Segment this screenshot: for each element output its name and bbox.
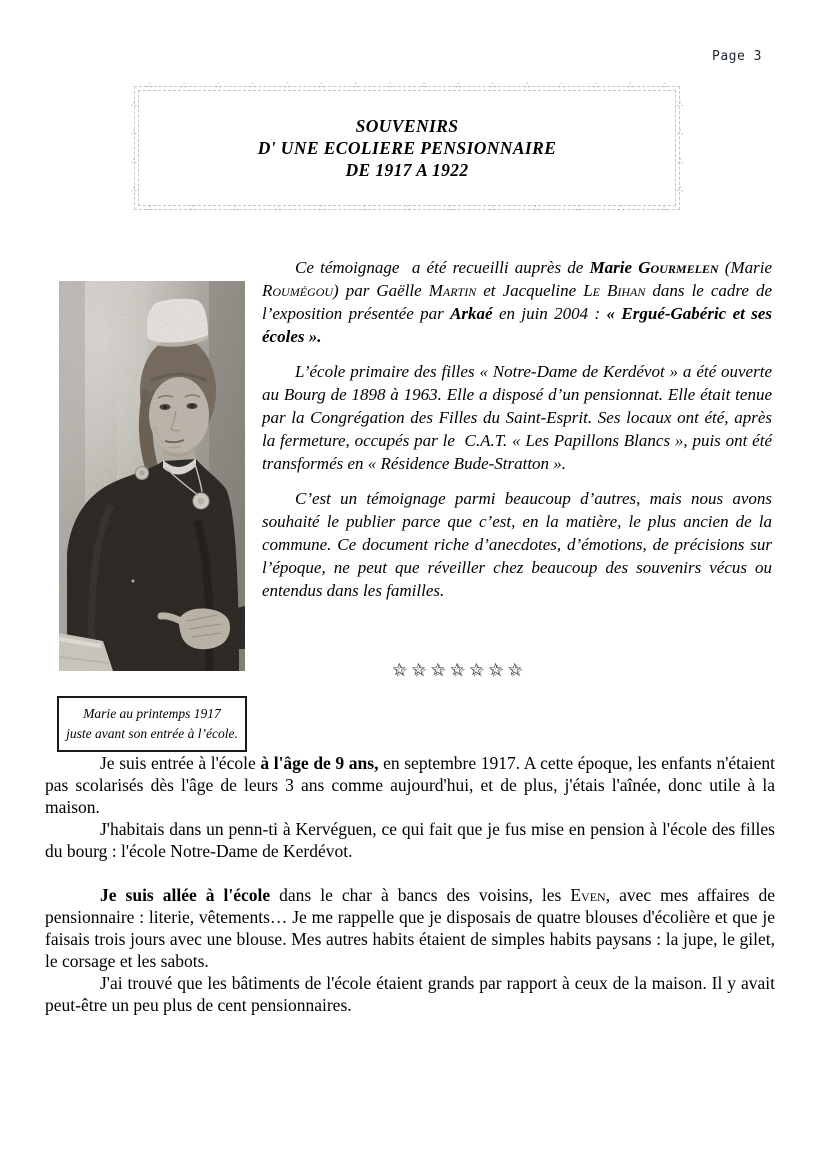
portrait-photo	[59, 281, 245, 671]
title-box	[131, 81, 683, 214]
border-ornament-col-right: ∴ ∴ ∴ ∴	[677, 100, 683, 195]
caption-line-2: juste avant son entrée à l’école.	[66, 726, 238, 741]
body-paragraph-3: Je suis allée à l'école dans le char à bancs des voisins, les Even, avec mes affaires de pensionnaire : literie, vêtements… Je me rappelle que je disposais de quatre blouses d'écolière et que je faisais trois jours avec une blouse. Mes autres habits étaient de simples habits paysans : la jupe, le gilet, le corsage et les sabots.	[45, 885, 775, 971]
title-line-2: D' UNE ECOLIERE PENSIONNAIRE	[257, 138, 557, 158]
body-paragraph-4: J'ai trouvé que les bâtiments de l'école étaient grands par rapport à ceux de la maison. Il y avait peut-être un peu plus de cent pensionnaires.	[45, 973, 775, 1015]
body-paragraph-1: Je suis entrée à l'école à l'âge de 9 ans, en septembre 1917. A cette époque, les enfants n'étaient pas scolarisés dès l'âge de leurs 3 ans comme aujourd'hui, et de plus, j'étais l'aînée, donc utile à la maison.	[45, 753, 776, 817]
photo-caption	[57, 696, 247, 752]
caption-line-1: Marie au printemps 1917	[83, 706, 221, 721]
border-ornament-col-left: ∴ ∴ ∴ ∴	[131, 100, 137, 195]
title-line-3: DE 1917 A 1922	[345, 160, 469, 180]
page-title	[135, 87, 679, 209]
border-ornament-row-bottom: ∴ ∴ ∴ ∴ ∴ ∴ ∴ ∴ ∴ ∴ ∴ ∴ ∴	[147, 204, 667, 214]
intro-paragraph-2: L’école primaire des filles « Notre-Dame de Kerdévot » a été ouverte au Bourg de 1898 à 1963. Elle a disposé d’un pensionnat. Elle était tenue par la Congrégation des Filles du Saint-Esprit. Ses locaux ont été, après la fermeture, occupés par le C.A.T. « Les Papillons Blancs », puis ont été transformés en « Résidence Bude-Stratton ».	[262, 362, 772, 473]
intro-text	[262, 256, 772, 614]
body-text	[45, 752, 775, 1016]
intro-paragraph-3: C’est un témoignage parmi beaucoup d’autres, mais nous avons souhaité le publier parce que c’est, en la matière, le plus ancien de la commune. Ce document riche d’anecdotes, d’émotions, de précisions sur l’époque, ne peut que réveiller chez beaucoup des souvenirs vécus ou entendus dans les familles.	[262, 489, 772, 600]
body-paragraph-2: J'habitais dans un penn-ti à Kervéguen, ce qui fait que je fus mise en pension à l'école des filles du bourg : l'école Notre-Dame de Kerdévot.	[45, 819, 775, 861]
border-ornament-row-top: ∴ ∴ ∴ ∴ ∴ ∴ ∴ ∴ ∴ ∴ ∴ ∴ ∴ ∴ ∴ ∴	[147, 81, 667, 91]
title-line-1: SOUVENIRS	[355, 116, 459, 136]
star-separator: ☆ ☆ ☆ ☆ ☆ ☆ ☆	[391, 660, 525, 680]
intro-paragraph-1: Ce témoignage a été recueilli auprès de Marie Gourmelen (Marie Roumégou) par Gaëlle Martin et Jacqueline Le Bihan dans le cadre de l’exposition présentée par Arkaé en juin 2004 : « Ergué-Gabéric et ses écoles ».	[262, 258, 773, 346]
page-number: Page 3	[712, 49, 762, 64]
portrait-photo-illustration	[59, 281, 245, 671]
